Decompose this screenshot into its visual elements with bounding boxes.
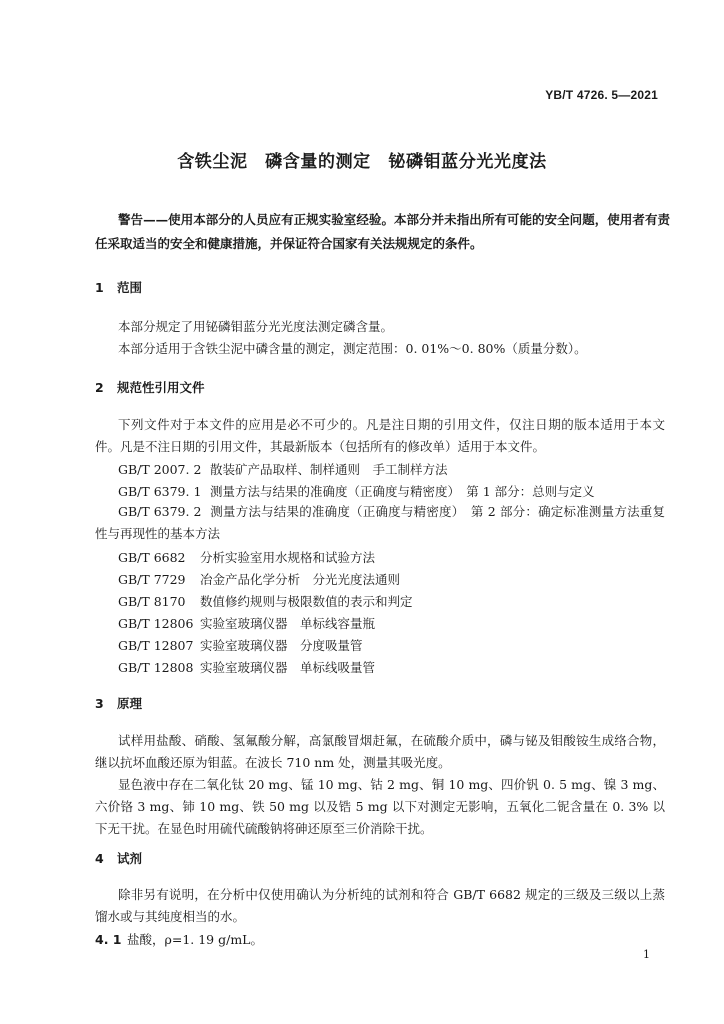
ref-code: GB/T 12808 [118, 660, 194, 675]
ref-code: GB/T 6379. 1 [118, 484, 202, 499]
ref-text: 实验室玻璃仪器 分度吸量管 [200, 638, 363, 653]
ref-item [95, 501, 665, 545]
ref-text: 实验室玻璃仪器 单标线吸量管 [200, 660, 376, 675]
reagents-paragraph-1: 除非另有说明，在分析中仅使用确认为分析纯的试剂和符合 GB/T 6682 规定的三级及三级以上蒸馏水或与其纯度相当的水。 [95, 887, 665, 924]
section-heading-scope [95, 278, 142, 296]
principle-paragraph-1: 试样用盐酸、硝酸、氢氟酸分解，高氯酸冒烟赶氟，在硫酸介质中，磷与铋及钼酸铵生成络合物，继以抗坏血酸还原为钼蓝。在波长 710 nm 处，测量其吸光度。 [95, 733, 665, 770]
refs-intro: 下列文件对于本文件的应用是必不可少的。凡是注日期的引用文件，仅注日期的版本适用于本文件。凡是不注日期的引用文件，其最新版本（包括所有的修改单）适用于本文件。 [95, 417, 665, 454]
ref-item [118, 460, 448, 478]
ref-item [118, 658, 375, 676]
ref-text: 冶金产品化学分析 分光光度法通则 [200, 572, 401, 587]
section-number: 2 [95, 380, 104, 395]
ref-code: GB/T 12806 [118, 616, 194, 631]
section-heading-refs [95, 378, 205, 396]
ref-text: 实验室玻璃仪器 单标线容量瓶 [200, 616, 376, 631]
section-title: 规范性引用文件 [117, 380, 205, 395]
ref-text: 散装矿产品取样、制样通则 手工制样方法 [210, 462, 448, 477]
section-number: 4 [95, 851, 104, 866]
ref-item [118, 636, 363, 654]
ref-text: 测量方法与结果的准确度（正确度与精密度） 第 2 部分：确定标准测量方法重复性与再现性的基本方法 [95, 504, 665, 541]
page-number: 1 [643, 948, 650, 961]
ref-item [118, 570, 400, 588]
scope-paragraph-1: 本部分规定了用铋磷钼蓝分光光度法测定磷含量。 [118, 319, 394, 334]
section-heading-principle [95, 694, 142, 712]
reagent-item-text: 盐酸，ρ=1. 19 g/mL。 [127, 932, 263, 947]
ref-code: GB/T 7729 [118, 572, 186, 587]
document-title: 含铁尘泥 磷含量的测定 铋磷钼蓝分光光度法 [177, 152, 547, 172]
scope-paragraph-2: 本部分适用于含铁尘泥中磷含量的测定，测定范围：0. 01%～0. 80%（质量分数）。 [118, 341, 587, 356]
ref-code: GB/T 8170 [118, 594, 186, 609]
section-heading-reagents [95, 849, 142, 867]
ref-item [118, 548, 375, 566]
ref-text: 分析实验室用水规格和试验方法 [200, 550, 376, 565]
section-title: 范围 [117, 280, 143, 295]
ref-code: GB/T 12807 [118, 638, 194, 653]
ref-item [118, 482, 595, 500]
principle-paragraph-2: 显色液中存在二氧化钛 20 mg、锰 10 mg、钴 2 mg、铜 10 mg、四价钒 0. 5 mg、镍 3 mg、六价铬 3 mg、铈 10 mg、铁 50 mg 以及锆 5 mg 以下对测定无影响，五氧化二铌含量在 0. 3% 以下无干扰。在显色时用硫代硫酸钠将砷还原至三价消除干扰。 [95, 777, 665, 836]
ref-text: 数值修约规则与极限数值的表示和判定 [200, 594, 413, 609]
ref-text: 测量方法与结果的准确度（正确度与精密度） 第 1 部分：总则与定义 [210, 484, 595, 499]
section-title: 原理 [117, 696, 143, 711]
ref-code: GB/T 2007. 2 [118, 462, 202, 477]
ref-item [118, 614, 375, 632]
ref-code: GB/T 6379. 2 [118, 504, 202, 519]
reagent-item [95, 930, 263, 948]
section-number: 1 [95, 280, 104, 295]
reagent-item-number: 4. 1 [95, 932, 122, 947]
section-number: 3 [95, 696, 104, 711]
standard-code: YB/T 4726. 5—2021 [545, 88, 658, 102]
section-title: 试剂 [117, 851, 143, 866]
ref-code: GB/T 6682 [118, 550, 186, 565]
warning-notice: 警告——使用本部分的人员应有正规实验室经验。本部分并未指出所有可能的安全问题，使用者有责任采取适当的安全和健康措施，并保证符合国家有关法规规定的条件。 [95, 212, 670, 251]
ref-item [118, 592, 413, 610]
